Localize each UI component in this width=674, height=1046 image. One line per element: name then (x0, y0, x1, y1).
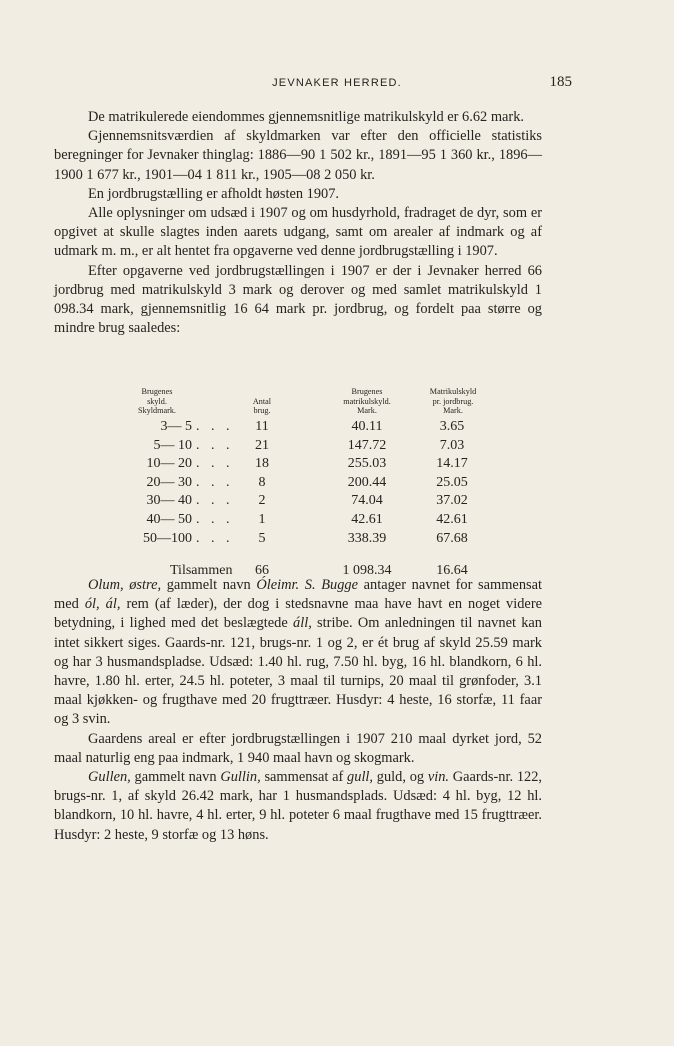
table-row: 30— 40 . . . 2 74.04 37.02 (146, 493, 468, 509)
table-row: 20— 30 . . . 8 200.44 25.05 (146, 474, 468, 490)
paragraph: En jordbrugstælling er afholdt høsten 1907. (88, 185, 340, 202)
paragraph: Alle oplysninger om udsæd i 1907 og om husdyrhold, fradraget de dyr, som er opgivet at skulle slagtes inden aarets udgang, samt om arealer af indmark og af udmark m. m., er alt hentet fra opgaverne ved denne jordbrugstælling i 1907. (54, 205, 542, 260)
table-row: 10— 20 . . . 18 255.03 14.17 (146, 456, 468, 472)
paragraph-areal: Gaardens areal er efter jordbrugstællingen i 1907 210 maal dyrket jord, 52 maal naturlig eng paa indmark, 1 940 maal havn og skogmark. (54, 730, 542, 766)
table-row: 50—100 . . . 5 338.39 67.68 (143, 530, 468, 546)
paragraph: De matrikulerede eiendommes gjennemsnitlige matrikulskyld er 6.62 mark. (88, 109, 524, 125)
paragraph-olum: Olum, østre, gammelt navn Óleimr. S. Bugge antager navnet for sammensat med ól, ál, rem (af læder), der dog i stedsnavne maa have havt en noget videre betydning, i lighed med det beslægtede áll, stribe. Om anledningen til navnet kan intet sikkert siges. Gaards-nr. 121, brugs-nr. 1 og 2, er ét brug af skyld 25.59 mark og har 3 husmandspladse. Udsæd: 1.40 hl. rug, 7.50 hl. byg, 16 hl. blandkorn, 6 hl. havre, 1.80 hl. erter, 24.5 hl. poteter, 3 maal til turnips, 20 maal til grønfoder, 3.1 maal kjøkken- og frugthave med 20 frugttræer. Husdyr: 4 heste, 16 storfæ, 11 faar og 3 svin. (54, 577, 542, 728)
page-number: 185 (549, 74, 572, 90)
farm-size-table (112, 387, 532, 585)
table-row: 3— 5 . . . 11 40.11 3.65 (160, 419, 465, 434)
paragraph: Gjennemsnitsværdien af skyldmarken var efter den officielle statistiks beregninger for Jevnaker thinglag: 1886—90 1 502 kr., 1891—95 1 360 kr., 1896—1900 1 677 kr., 1901—04 1 811 kr., 1905—08 2 050 kr. (54, 128, 542, 183)
header-skyld: Brugenes skyld. Skyldmark. (138, 387, 176, 415)
table-row: 40— 50 . . . 1 42.61 42.61 (146, 511, 468, 527)
header-antal: Antal brug. (252, 396, 272, 415)
table-row: 5— 10 . . . 21 147.72 7.03 (153, 437, 465, 453)
header-matrikulskyld: Brugenes matrikulskyld. Mark. (343, 387, 391, 415)
paragraph: Efter opgaverne ved jordbrugstællingen i 1907 er der i Jevnaker herred 66 jordbrug med matrikulskyld 3 mark og derover og med samlet matrikulskyld 1 098.34 mark, gjennemsnitlig 16 64 mark pr. jordbrug, og fordelt paa større og mindre brug saaledes: (54, 262, 542, 337)
page-header (0, 74, 674, 94)
paragraph-gullen: Gullen, gammelt navn Gullin, sammensat af gull, guld, og vin. Gaards-nr. 122, brugs-nr. 1, af skyld 26.42 mark, har 1 husmandsplads. Udsæd: 4 hl. byg, 12 hl. blandkorn, 10 hl. havre, 4 hl. erter, 9 hl. poteter 6 maal frugthave med 15 frugttræer. Husdyr: 2 heste, 9 storfæ og 13 høns. (54, 769, 543, 843)
header-per-jordbrug: Matrikulskyld pr. jordbrug. Mark. (429, 387, 477, 415)
total-per: 16.64 (436, 563, 468, 579)
total-skyld: 1 098.34 (342, 563, 392, 579)
total-antal: 66 (255, 563, 269, 579)
running-title: JEVNAKER HERRED. (272, 77, 402, 89)
farm-descriptions (54, 576, 542, 845)
total-label: Tilsammen (170, 563, 233, 579)
table-header (112, 387, 532, 419)
intro-text (54, 108, 542, 338)
